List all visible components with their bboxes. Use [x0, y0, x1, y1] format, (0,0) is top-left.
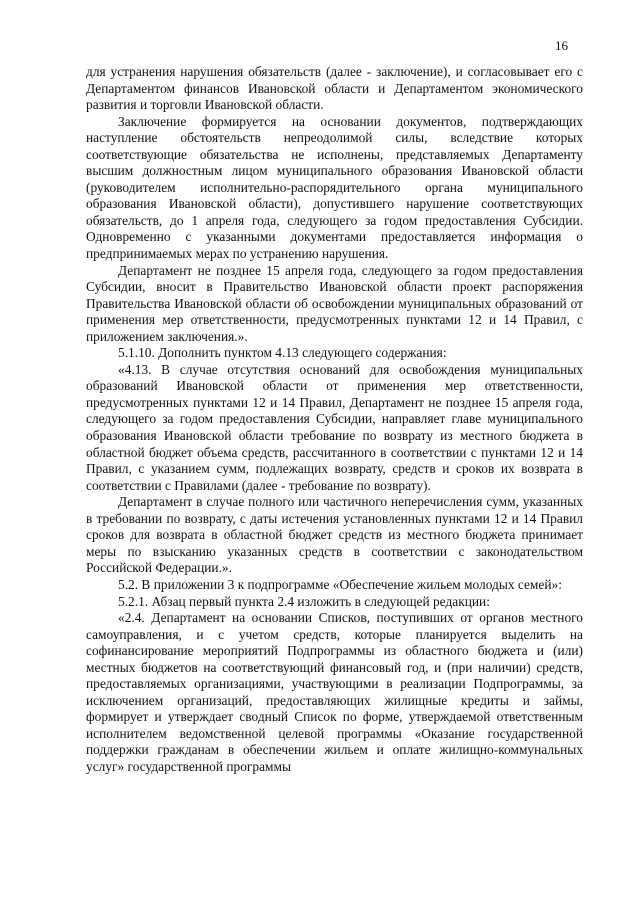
paragraph-department-deadline: Департамент не позднее 15 апреля года, следующего за годом предоставления Субсидии, вносит в Правительство Ивановской области проект распоряжения Правительства Ивановской области об освобождении муниципальных образований от применения мер ответственности, предусмотренных пунктами 12 и 14 Правил, с приложением заключения.».	[86, 262, 583, 344]
paragraph-item-5-2-1: 5.2.1. Абзац первый пункта 2.4 изложить в следующей редакции:	[118, 593, 490, 609]
document-body	[86, 64, 583, 776]
paragraph-refund-measures: Департамент в случае полного или частичного неперечисления сумм, указанных в требовании по возврату, с даты истечения установленных пунктами 12 и 14 Правил сроков для возврата в областной бюджет средств из местного бюджета принимает меры по взысканию указанных средств в соответствии с законодательством Российской Федерации.».	[86, 494, 583, 576]
paragraph-continuation: для устранения нарушения обязательств (далее - заключение), и согласовывает его с Департаментом финансов Ивановской области и Департаментом экономического развития и торговли Ивановской области.	[86, 64, 583, 113]
page-number: 16	[555, 38, 568, 53]
paragraph-item-4-13: «4.13. В случае отсутствия оснований для освобождения муниципальных образований Ивановской области от применения мер ответственности, предусмотренных пунктами 12 и 14 Правил, Департамент не позднее 15 апреля года, следующего за годом предоставления Субсидии, направляет главе муниципального образования Ивановской области требование по возврату из местного бюджета в областной бюджет объема средств, рассчитанного в соответствии с пунктами 12 и 14 Правил, с указанием сумм, подлежащих возврату, средств и сроков их возврата в соответствии с Правилами (далее - требование по возврату).	[86, 361, 583, 493]
paragraph-item-5-1-10: 5.1.10. Дополнить пунктом 4.13 следующего содержания:	[118, 345, 447, 361]
paragraph-item-2-4: «2.4. Департамент на основании Списков, поступивших от органов местного самоуправления, и с учетом средств, которые планируется выделить на софинансирование мероприятий Подпрограммы из областного бюджета и (или) местных бюджетов на соответствующий финансовый год, и (при наличии) средств, предоставляемых организациями, участвующими в реализации Подпрограммы, за исключением организаций, предоставляющих жилищные кредиты и займы, формирует и утверждает сводный Список по форме, утверждаемой ответственным исполнителем ведомственной целевой программы «Оказание государственной поддержки гражданам в обеспечении жильем и оплате жилищно-коммунальных услуг» государственной программы	[86, 610, 583, 774]
paragraph-item-5-2: 5.2. В приложении 3 к подпрограмме «Обеспечение жильем молодых семей»:	[118, 576, 562, 592]
paragraph-conclusion-formation: Заключение формируется на основании документов, подтверждающих наступление обстоятельств непреодолимой силы, вследствие которых соответствующие обязательства не исполнены, представляемых Департаменту высшим должностным лицом муниципального образования Ивановской области (руководителем исполнительно-распорядительного органа муниципального образования Ивановской области), допустившего нарушение соответствующих обязательств, до 1 апреля года, следующего за годом предоставления Субсидии. Одновременно с указанными документами предоставляется информация о предпринимаемых мерах по устранению нарушения.	[86, 113, 583, 262]
